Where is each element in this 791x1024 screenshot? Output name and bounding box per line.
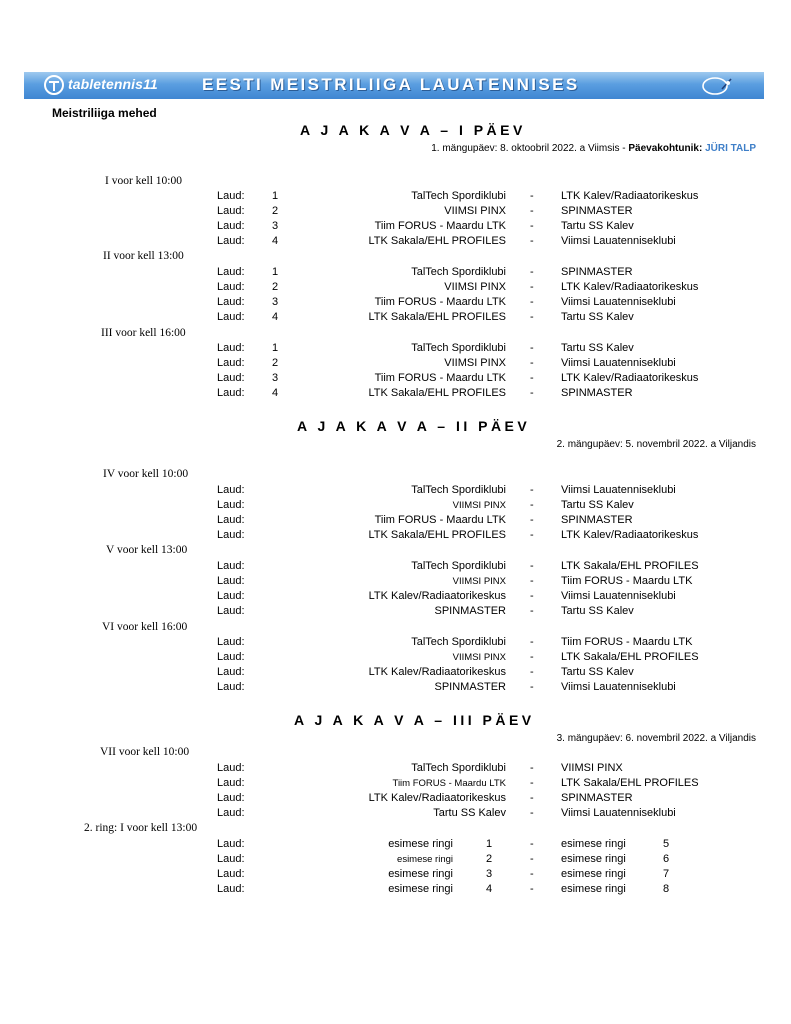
round-label: VII voor kell 10:00: [100, 746, 190, 758]
versus-dash: -: [530, 575, 534, 587]
versus-dash: -: [530, 868, 534, 880]
table-number: 2: [272, 205, 279, 217]
home-team: VIIMSI PINX: [444, 205, 506, 217]
away-team: LTK Sakala/EHL PROFILES: [561, 777, 699, 789]
away-seed-number: 5: [663, 838, 670, 850]
home-team: LTK Kalev/Radiaatorikeskus: [368, 666, 506, 678]
versus-dash: -: [530, 590, 534, 602]
versus-dash: -: [530, 266, 534, 278]
away-team: LTK Kalev/Radiaatorikeskus: [561, 372, 699, 384]
laud-label: Laud:: [217, 651, 245, 663]
versus-dash: -: [530, 190, 534, 202]
laud-label: Laud:: [217, 777, 245, 789]
away-placeholder: esimese ringi: [561, 883, 626, 895]
away-team: Viimsi Lauatenniseklubi: [561, 235, 676, 247]
away-team: Tartu SS Kalev: [561, 342, 634, 354]
versus-dash: -: [530, 666, 534, 678]
laud-label: Laud:: [217, 868, 245, 880]
home-placeholder: esimese ringi: [388, 883, 453, 895]
round-label: II voor kell 13:00: [103, 250, 184, 262]
versus-dash: -: [530, 807, 534, 819]
laud-label: Laud:: [217, 666, 245, 678]
away-team: LTK Kalev/Radiaatorikeskus: [561, 281, 699, 293]
table-number: 1: [272, 266, 279, 278]
away-team: SPINMASTER: [561, 387, 633, 399]
laud-label: Laud:: [217, 296, 245, 308]
laud-label: Laud:: [217, 883, 245, 895]
away-team: Viimsi Lauatenniseklubi: [561, 296, 676, 308]
laud-label: Laud:: [217, 499, 245, 511]
home-team: TalTech Spordiklubi: [411, 560, 506, 572]
versus-dash: -: [530, 762, 534, 774]
versus-dash: -: [530, 357, 534, 369]
table-number: 4: [272, 311, 279, 323]
home-team: VIIMSI PINX: [452, 652, 506, 663]
away-team: Viimsi Lauatenniseklubi: [561, 484, 676, 496]
away-team: Tartu SS Kalev: [561, 220, 634, 232]
versus-dash: -: [530, 220, 534, 232]
laud-label: Laud:: [217, 342, 245, 354]
home-team: TalTech Spordiklubi: [411, 266, 506, 278]
versus-dash: -: [530, 560, 534, 572]
laud-label: Laud:: [217, 575, 245, 587]
round-label: III voor kell 16:00: [101, 327, 186, 339]
day-1-host-name: JÜRI TALP: [705, 143, 756, 154]
table-number: 3: [272, 296, 279, 308]
versus-dash: -: [530, 205, 534, 217]
away-team: SPINMASTER: [561, 266, 633, 278]
home-team: Tiim FORUS - Maardu LTK: [374, 372, 506, 384]
laud-label: Laud:: [217, 560, 245, 572]
versus-dash: -: [530, 387, 534, 399]
banner-title: EESTI MEISTRILIIGA LAUATENNISES: [202, 75, 580, 94]
home-seed-number: 3: [486, 868, 493, 880]
versus-dash: -: [530, 484, 534, 496]
laud-label: Laud:: [217, 838, 245, 850]
away-placeholder: esimese ringi: [561, 868, 626, 880]
header-banner: [24, 72, 764, 99]
away-team: Tiim FORUS - Maardu LTK: [561, 575, 693, 587]
home-seed-number: 4: [486, 883, 493, 895]
home-seed-number: 1: [486, 838, 493, 850]
home-team: TalTech Spordiklubi: [411, 636, 506, 648]
home-team: Tiim FORUS - Maardu LTK: [392, 778, 506, 789]
home-team: LTK Sakala/EHL PROFILES: [368, 235, 506, 247]
laud-label: Laud:: [217, 681, 245, 693]
table-number: 4: [272, 387, 279, 399]
versus-dash: -: [530, 777, 534, 789]
versus-dash: -: [530, 605, 534, 617]
home-seed-number: 2: [486, 853, 493, 865]
home-team: LTK Sakala/EHL PROFILES: [368, 311, 506, 323]
laud-label: Laud:: [217, 590, 245, 602]
away-seed-number: 6: [663, 853, 670, 865]
laud-label: Laud:: [217, 853, 245, 865]
away-team: VIIMSI PINX: [561, 762, 623, 774]
round-label: I voor kell 10:00: [105, 175, 182, 187]
away-team: Tartu SS Kalev: [561, 666, 634, 678]
league-subtitle: Meistriliiga mehed: [52, 106, 157, 120]
table-number: 4: [272, 235, 279, 247]
table-number: 3: [272, 220, 279, 232]
table-number: 1: [272, 342, 279, 354]
round-label: V voor kell 13:00: [106, 544, 188, 556]
away-seed-number: 7: [663, 868, 670, 880]
versus-dash: -: [530, 529, 534, 541]
day-2-title: A J A K A V A – II PÄEV: [297, 418, 531, 434]
away-seed-number: 8: [663, 883, 670, 895]
laud-label: Laud:: [217, 514, 245, 526]
versus-dash: -: [530, 838, 534, 850]
tabletennis-logo-icon: [44, 75, 64, 95]
home-team: TalTech Spordiklubi: [411, 342, 506, 354]
versus-dash: -: [530, 636, 534, 648]
laud-label: Laud:: [217, 266, 245, 278]
laud-label: Laud:: [217, 205, 245, 217]
versus-dash: -: [530, 281, 534, 293]
versus-dash: -: [530, 792, 534, 804]
paddle-ball-icon: [700, 75, 734, 97]
laud-label: Laud:: [217, 636, 245, 648]
table-number: 2: [272, 281, 279, 293]
versus-dash: -: [530, 499, 534, 511]
day-3-info: 3. mängupäev: 6. novembril 2022. a Viljandis: [556, 733, 756, 744]
home-team: LTK Kalev/Radiaatorikeskus: [368, 792, 506, 804]
away-team: Tiim FORUS - Maardu LTK: [561, 636, 693, 648]
table-number: 2: [272, 357, 279, 369]
laud-label: Laud:: [217, 357, 245, 369]
versus-dash: -: [530, 342, 534, 354]
home-team: Tiim FORUS - Maardu LTK: [374, 220, 506, 232]
home-placeholder: esimese ringi: [388, 868, 453, 880]
laud-label: Laud:: [217, 235, 245, 247]
home-team: TalTech Spordiklubi: [411, 762, 506, 774]
home-team: LTK Sakala/EHL PROFILES: [368, 529, 506, 541]
laud-label: Laud:: [217, 372, 245, 384]
versus-dash: -: [530, 296, 534, 308]
laud-label: Laud:: [217, 220, 245, 232]
away-team: Viimsi Lauatenniseklubi: [561, 807, 676, 819]
home-placeholder: esimese ringi: [388, 838, 453, 850]
laud-label: Laud:: [217, 529, 245, 541]
home-team: Tartu SS Kalev: [433, 807, 506, 819]
day-2-info: 2. mängupäev: 5. novembril 2022. a Viljandis: [556, 439, 756, 450]
home-team: SPINMASTER: [434, 605, 506, 617]
versus-dash: -: [530, 853, 534, 865]
away-team: Viimsi Lauatenniseklubi: [561, 357, 676, 369]
home-placeholder: esimese ringi: [397, 854, 453, 865]
away-team: LTK Sakala/EHL PROFILES: [561, 560, 699, 572]
home-team: VIIMSI PINX: [444, 281, 506, 293]
away-team: Viimsi Lauatenniseklubi: [561, 590, 676, 602]
away-team: SPINMASTER: [561, 514, 633, 526]
laud-label: Laud:: [217, 792, 245, 804]
home-team: TalTech Spordiklubi: [411, 484, 506, 496]
away-team: Tartu SS Kalev: [561, 605, 634, 617]
home-team: LTK Sakala/EHL PROFILES: [368, 387, 506, 399]
day-3-title: A J A K A V A – III PÄEV: [294, 712, 535, 728]
away-team: LTK Sakala/EHL PROFILES: [561, 651, 699, 663]
away-team: LTK Kalev/Radiaatorikeskus: [561, 190, 699, 202]
home-team: VIIMSI PINX: [444, 357, 506, 369]
home-team: Tiim FORUS - Maardu LTK: [374, 296, 506, 308]
day-1-date: 1. mängupäev: 8. oktoobril 2022. a Viimsis -: [431, 143, 629, 154]
home-team: VIIMSI PINX: [452, 576, 506, 587]
home-team: TalTech Spordiklubi: [411, 190, 506, 202]
away-team: SPINMASTER: [561, 792, 633, 804]
laud-label: Laud:: [217, 605, 245, 617]
versus-dash: -: [530, 235, 534, 247]
away-placeholder: esimese ringi: [561, 853, 626, 865]
home-team: SPINMASTER: [434, 681, 506, 693]
versus-dash: -: [530, 372, 534, 384]
home-team: VIIMSI PINX: [452, 500, 506, 511]
laud-label: Laud:: [217, 281, 245, 293]
versus-dash: -: [530, 651, 534, 663]
round-label: IV voor kell 10:00: [103, 468, 189, 480]
versus-dash: -: [530, 514, 534, 526]
laud-label: Laud:: [217, 762, 245, 774]
laud-label: Laud:: [217, 311, 245, 323]
day-1-host-label: Päevakohtunik:: [628, 143, 703, 154]
versus-dash: -: [530, 311, 534, 323]
versus-dash: -: [530, 883, 534, 895]
laud-label: Laud:: [217, 387, 245, 399]
away-team: LTK Kalev/Radiaatorikeskus: [561, 529, 699, 541]
away-team: Viimsi Lauatenniseklubi: [561, 681, 676, 693]
laud-label: Laud:: [217, 807, 245, 819]
versus-dash: -: [530, 681, 534, 693]
home-team: LTK Kalev/Radiaatorikeskus: [368, 590, 506, 602]
laud-label: Laud:: [217, 484, 245, 496]
day-1-title: A J A K A V A – I PÄEV: [300, 122, 526, 138]
logo-text: tabletennis11: [68, 76, 158, 92]
day-1-info: [431, 143, 756, 154]
away-team: Tartu SS Kalev: [561, 311, 634, 323]
round-label: 2. ring: I voor kell 13:00: [84, 822, 198, 834]
table-number: 1: [272, 190, 279, 202]
round-label: VI voor kell 16:00: [102, 621, 188, 633]
table-number: 3: [272, 372, 279, 384]
away-team: SPINMASTER: [561, 205, 633, 217]
home-team: Tiim FORUS - Maardu LTK: [374, 514, 506, 526]
away-placeholder: esimese ringi: [561, 838, 626, 850]
laud-label: Laud:: [217, 190, 245, 202]
away-team: Tartu SS Kalev: [561, 499, 634, 511]
